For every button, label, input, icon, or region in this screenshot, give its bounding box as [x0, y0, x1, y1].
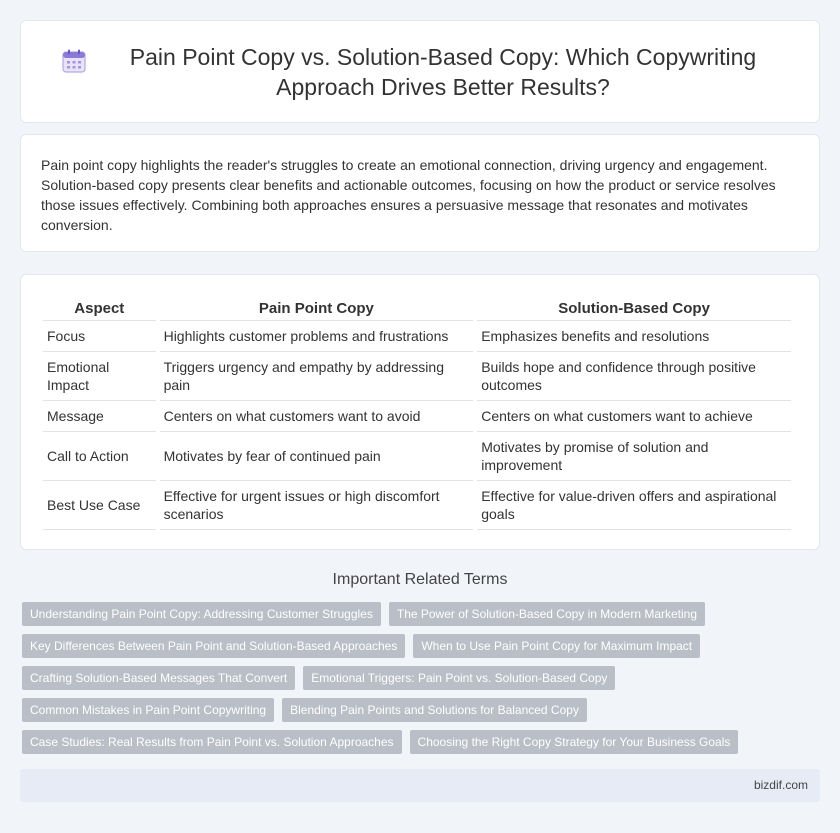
related-term-tag[interactable]: Case Studies: Real Results from Pain Point vs. Solution Approaches [22, 730, 402, 754]
related-term-tag[interactable]: Common Mistakes in Pain Point Copywriting [22, 698, 274, 722]
calendar-icon [61, 48, 87, 74]
header-solution-based: Solution-Based Copy [477, 297, 791, 321]
table-cell: Effective for urgent issues or high discomfort scenarios [160, 481, 474, 530]
header-aspect: Aspect [43, 297, 156, 321]
intro-paragraph: Pain point copy highlights the reader's struggles to create an emotional connection, driving urgency and engagement. Solution-based copy presents clear benefits and actionable outcomes, focusing on how the product or service resolves those issues effectively. Combining both approaches ensures a persuasive message that resonates and motivates conversion. [41, 157, 776, 233]
related-term-tag[interactable]: When to Use Pain Point Copy for Maximum Impact [413, 634, 700, 658]
table-cell: Emotional Impact [43, 352, 156, 401]
related-term-tag[interactable]: The Power of Solution-Based Copy in Modern Marketing [389, 602, 705, 626]
page-title: Pain Point Copy vs. Solution-Based Copy: Which Copywriting Approach Drives Better Results? [129, 43, 757, 100]
related-terms-tags [22, 602, 822, 754]
related-term-tag[interactable]: Choosing the Right Copy Strategy for Your Business Goals [410, 730, 739, 754]
footer [20, 769, 820, 802]
table-cell: Centers on what customers want to achieve [477, 401, 791, 432]
related-term-tag[interactable]: Emotional Triggers: Pain Point vs. Solution-Based Copy [303, 666, 615, 690]
table-cell: Best Use Case [43, 481, 156, 530]
table-cell: Call to Action [43, 432, 156, 481]
table-cell: Triggers urgency and empathy by addressing pain [160, 352, 474, 401]
table-row [43, 481, 791, 530]
table-cell: Motivates by promise of solution and improvement [477, 432, 791, 481]
intro-card [20, 134, 820, 252]
table-cell: Emphasizes benefits and resolutions [477, 321, 791, 352]
table-cell: Focus [43, 321, 156, 352]
header-card [20, 20, 820, 123]
related-terms-title: Important Related Terms [332, 571, 508, 588]
table-cell: Builds hope and confidence through positive outcomes [477, 352, 791, 401]
comparison-table [39, 297, 795, 530]
related-term-tag[interactable]: Crafting Solution-Based Messages That Convert [22, 666, 295, 690]
table-row [43, 401, 791, 432]
related-term-tag[interactable]: Key Differences Between Pain Point and Solution-Based Approaches [22, 634, 405, 658]
footer-site-link[interactable]: bizdif.com [753, 778, 808, 792]
related-term-tag[interactable]: Blending Pain Points and Solutions for Balanced Copy [282, 698, 587, 722]
table-header-row [43, 297, 791, 321]
table-cell: Effective for value-driven offers and aspirational goals [477, 481, 791, 530]
table-cell: Highlights customer problems and frustrations [160, 321, 474, 352]
table-row [43, 432, 791, 481]
comparison-table-card [20, 274, 820, 550]
header-pain-point: Pain Point Copy [160, 297, 474, 321]
table-row [43, 352, 791, 401]
table-cell: Centers on what customers want to avoid [160, 401, 474, 432]
related-term-tag[interactable]: Understanding Pain Point Copy: Addressing Customer Struggles [22, 602, 381, 626]
table-cell: Motivates by fear of continued pain [160, 432, 474, 481]
table-cell: Message [43, 401, 156, 432]
table-row [43, 321, 791, 352]
